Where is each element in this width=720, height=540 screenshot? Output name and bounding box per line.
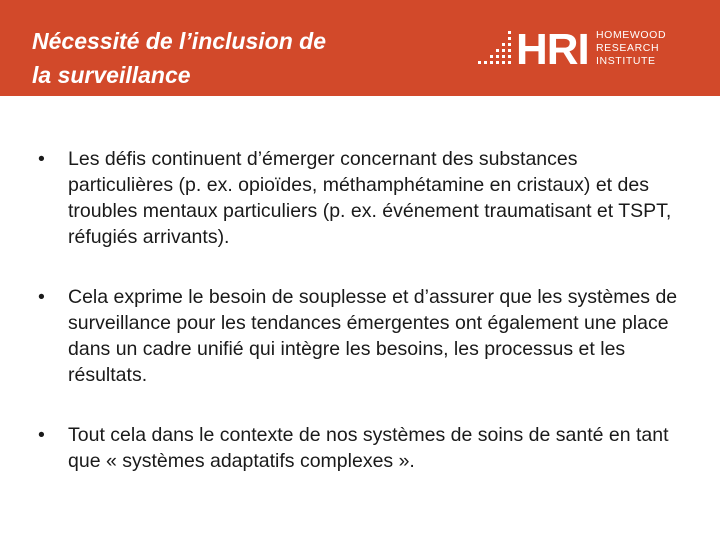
logo-text-line-3: INSTITUTE [596, 55, 656, 67]
bullet-item [38, 284, 688, 388]
logo-text-line-2: RESEARCH [596, 42, 660, 54]
bullet-text: Cela exprime le besoin de souplesse et d’assurer que les systèmes de surveillance pour les tendances émergentes ont également une place dans un cadre unifié qui intègre les besoins, les processus et les résultats. [68, 286, 678, 386]
slide-title-line-2: la surveillance [32, 62, 191, 88]
bullet-list [38, 146, 688, 508]
hri-logo [474, 26, 694, 76]
logo-text-line-1: HOMEWOOD [596, 29, 667, 41]
slide-title [32, 24, 432, 92]
slide-title-line-1: Nécessité de l’inclusion de [32, 28, 326, 54]
logo-wordmark [596, 29, 666, 68]
bullet-item [38, 146, 688, 250]
bullet-marker: • [38, 286, 45, 308]
slide-header [0, 0, 720, 96]
dotted-pattern-icon [474, 26, 514, 70]
bullet-text: Les défis continuent d’émerger concernant des substances particulières (p. ex. opioïdes, méthamphétamine en cristaux) et des troubles mentaux particuliers (p. ex. événement traumatisant et TSPT, réfugiés arrivants). [68, 148, 672, 248]
logo-mark: HRI [516, 25, 589, 74]
bullet-text: Tout cela dans le contexte de nos systèmes de soins de santé en tant que « systèmes adaptatifs complexes ». [68, 424, 669, 472]
bullet-marker: • [38, 148, 45, 170]
bullet-marker: • [38, 424, 45, 446]
bullet-item [38, 422, 688, 474]
